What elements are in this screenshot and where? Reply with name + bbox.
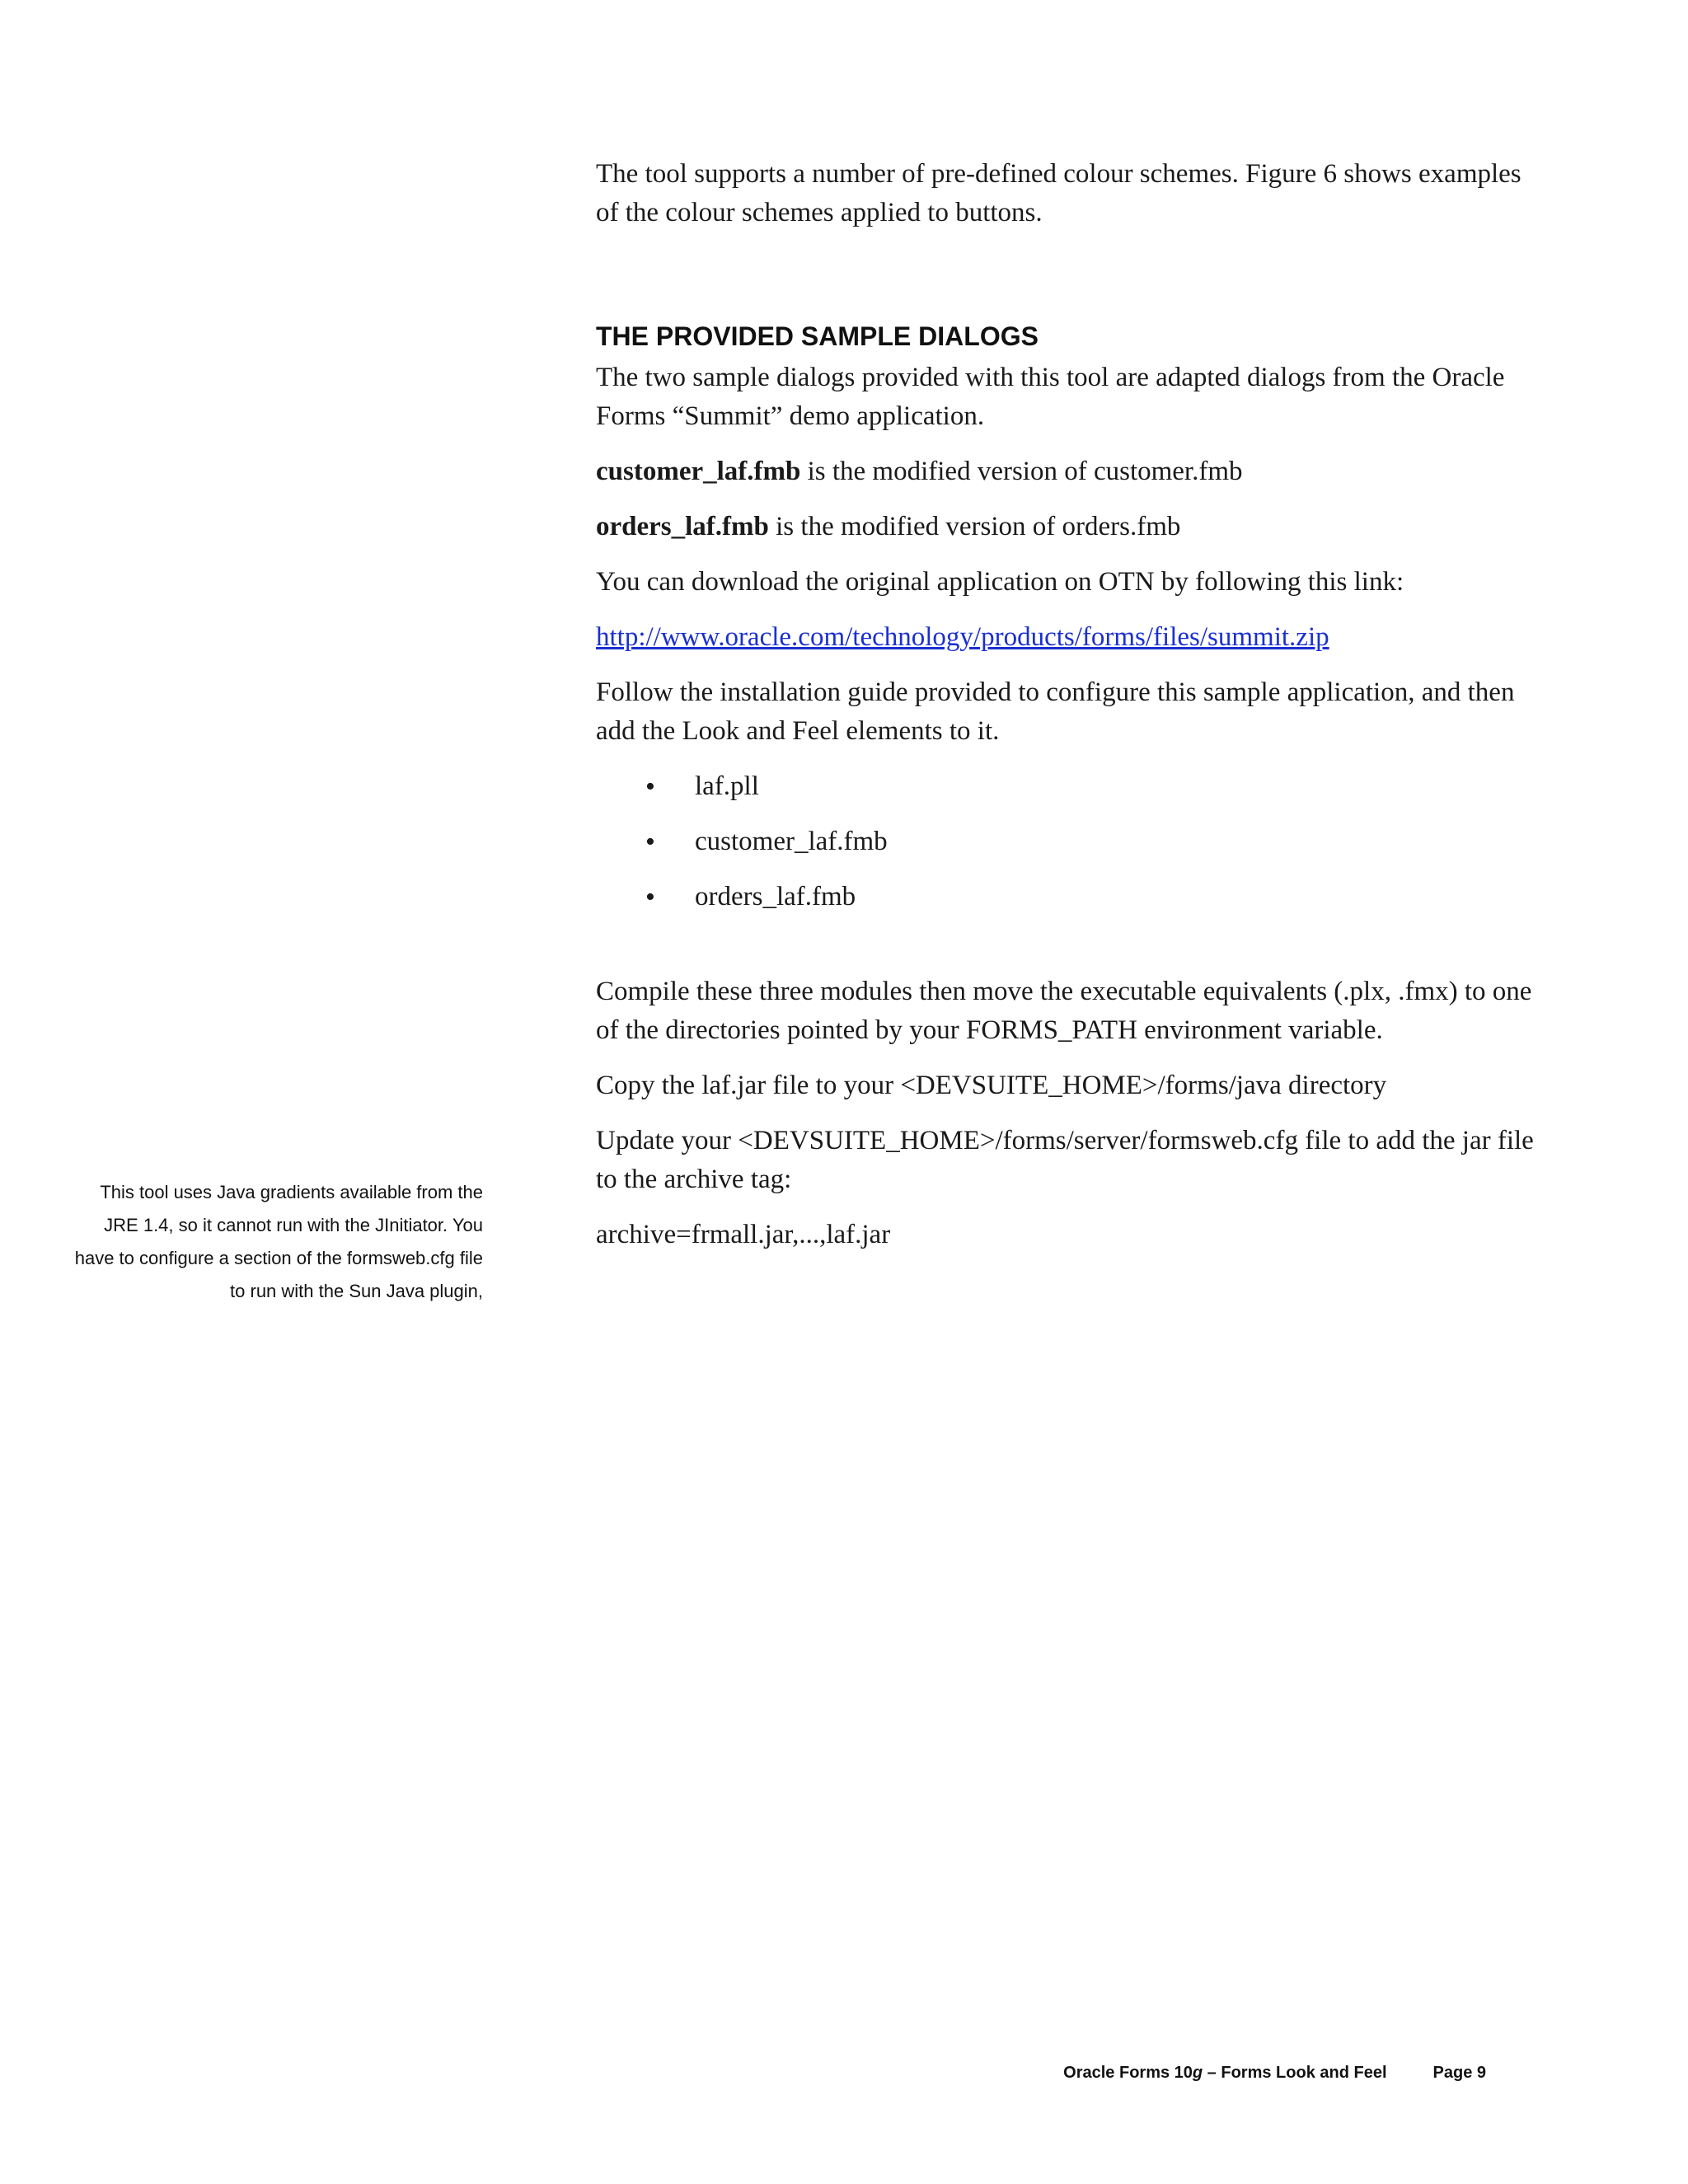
- list-item: [645, 823, 1536, 861]
- list-item-label: laf.pll: [695, 771, 759, 801]
- summit-download-link[interactable]: http://www.oracle.com/technology/products/forms/files/summit.zip: [596, 622, 1329, 652]
- footer-title: [1063, 2064, 1386, 2082]
- install-paragraph: Follow the installation guide provided to configure this sample application, and then add the Look and Feel elements to it.: [596, 677, 1515, 746]
- list-item-label: orders_laf.fmb: [695, 882, 856, 912]
- intro-paragraph: The tool supports a number of pre-defined colour schemes. Figure 6 shows examples of the colour schemes applied to buttons.: [596, 159, 1522, 227]
- file-list: [596, 767, 1536, 916]
- customer-file-line: [596, 452, 1536, 491]
- copy-paragraph: Copy the laf.jar file to your <DEVSUITE_HOME>/forms/java directory: [596, 1071, 1387, 1100]
- list-item-label: customer_laf.fmb: [695, 827, 888, 856]
- footer-title-part: – Forms Look and Feel: [1203, 2064, 1387, 2082]
- page-footer: [1063, 2064, 1486, 2083]
- compile-paragraph: Compile these three modules then move the executable equivalents (.plx, .fmx) to one of the directories pointed by your FORMS_PATH environment variable.: [596, 977, 1532, 1045]
- orders-file-name: orders_laf.fmb: [596, 512, 769, 541]
- section-heading: THE PROVIDED SAMPLE DIALOGS: [596, 321, 1039, 351]
- bullet-icon: •: [645, 882, 655, 912]
- customer-file-description: is the modified version of customer.fmb: [800, 457, 1243, 486]
- bullet-icon: •: [645, 827, 655, 857]
- archive-line: archive=frmall.jar,...,laf.jar: [596, 1220, 891, 1249]
- footer-title-part: Oracle Forms 10: [1063, 2064, 1193, 2082]
- page-number: Page 9: [1432, 2064, 1486, 2082]
- list-item: [645, 767, 1536, 806]
- customer-file-name: customer_laf.fmb: [596, 457, 801, 486]
- download-paragraph: You can download the original application on OTN by following this link:: [596, 567, 1404, 597]
- footer-title-italic: g: [1192, 2064, 1203, 2082]
- main-content: [596, 155, 1536, 1271]
- bullet-icon: •: [645, 771, 655, 802]
- update-paragraph: Update your <DEVSUITE_HOME>/forms/server/formsweb.cfg file to add the jar file to the archive tag:: [596, 1126, 1534, 1194]
- link-line: [596, 618, 1536, 657]
- list-item: [645, 878, 1536, 916]
- orders-file-line: [596, 508, 1536, 546]
- orders-file-description: is the modified version of orders.fmb: [768, 512, 1181, 541]
- sample-dialogs-paragraph: The two sample dialogs provided with this tool are adapted dialogs from the Oracle Forms “Summit” demo application.: [596, 363, 1505, 431]
- margin-note: This tool uses Java gradients available from the JRE 1.4, so it cannot run with the JInitiator. You have to configure a section of the formsweb.cfg file to run with the Sun Java plugin,: [74, 1182, 483, 1301]
